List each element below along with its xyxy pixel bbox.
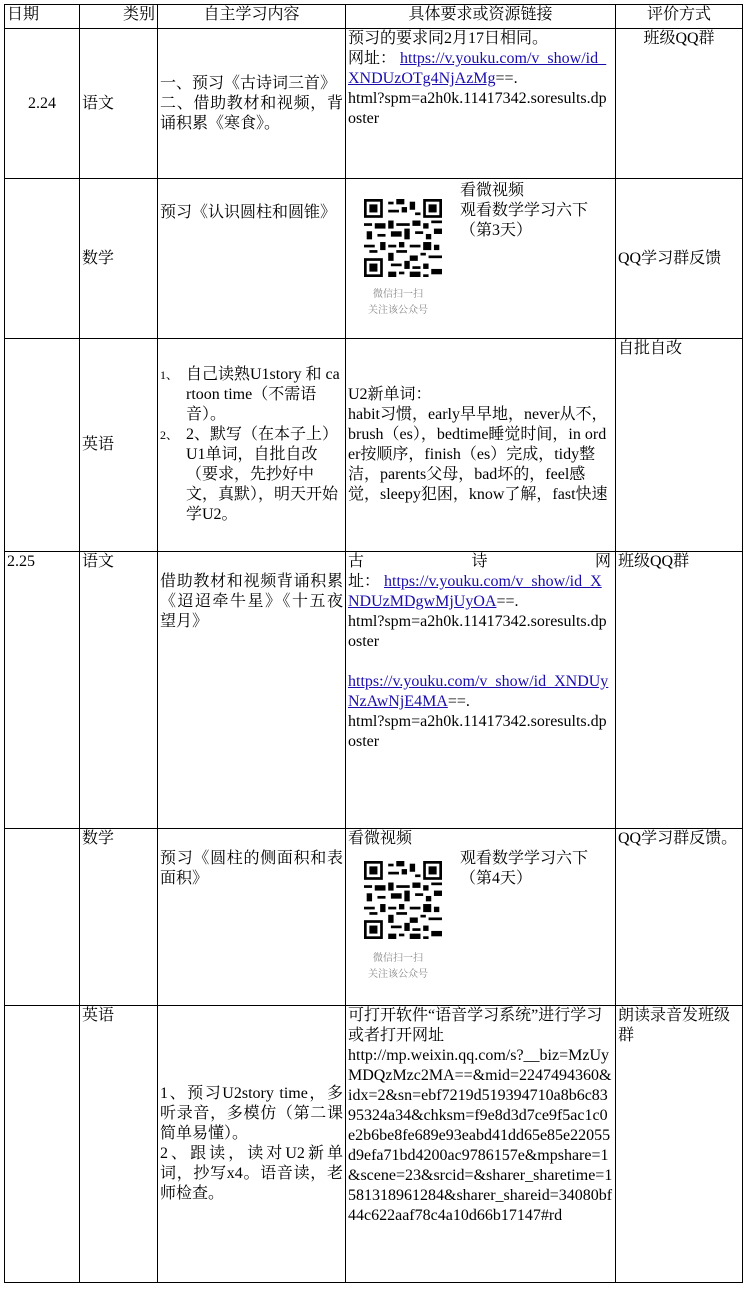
link-tail: ==. — [495, 70, 518, 87]
date-cell — [5, 179, 80, 339]
qr-text — [460, 849, 613, 983]
table-row — [5, 829, 743, 1006]
header-date: 日期 — [5, 5, 80, 29]
header-category: 类别 — [80, 5, 158, 29]
content-line: 一、预习《古诗词三首》 — [160, 74, 337, 92]
req-link-line — [348, 572, 613, 612]
req-link-line — [348, 49, 613, 89]
table-row — [5, 552, 743, 829]
qr-desc: 观看数学学习六下（第4天） — [460, 850, 589, 887]
category-cell: 数学 — [80, 829, 158, 1006]
video-link[interactable]: https://v.youku.com/v_show/id_XNDUzOTg4NjAzMg — [348, 50, 607, 87]
qr-code-icon[interactable] — [364, 861, 442, 939]
date-cell: 2.24 — [5, 29, 80, 179]
category-cell: 英语 — [80, 339, 158, 552]
req-prefix: 址： — [348, 573, 381, 590]
requirements-cell — [346, 552, 616, 829]
qr-title: 看微视频 — [348, 830, 413, 847]
qr-caption: 关注该公众号 — [368, 305, 428, 316]
requirements-cell — [346, 829, 616, 1006]
header-evaluation: 评价方式 — [616, 5, 743, 29]
link-tail: ==. — [447, 693, 470, 710]
evaluation-cell: QQ学习群反馈 — [616, 179, 743, 339]
req-url[interactable]: http://mp.weixin.qq.com/s?__biz=MzUyMDQzMzc2MA==&mid=2247494360&idx=2&sn=ebf7219d519394710a8b6c8395324a34&chksm=f9e8d3d7ce9f5ac1c0e2b6be8fe689e93eabd41dd65e85e22055d9efa71bd4200ac9786157e&mpshare=1&scene=23&srcid=&sharer_sharetime=1581318961284&sharer_shareid=34080bf44c622aaf78c4a10d66b17147#rd — [348, 1047, 613, 1224]
evaluation-cell: 朗读录音发班级群 — [616, 1006, 743, 1283]
evaluation-cell: 班级QQ群 — [616, 29, 743, 179]
evaluation-cell: QQ学习群反馈。 — [616, 829, 743, 1006]
requirements-cell — [346, 1006, 616, 1283]
qr-title: 看微视频 — [460, 182, 525, 199]
req-after: html?spm=a2h0k.11417342.soresults.dposter — [348, 713, 607, 750]
req-words: habit习惯，early早早地，never从不，brush（es），bedtime睡觉时间，in order按顺序，finish（es）完成，tidy整洁，parents父母，bad坏的，feel感觉，sleepy犯困，know了解，fast快速 — [348, 406, 608, 503]
qr-code-icon[interactable] — [364, 199, 442, 277]
header-row — [5, 5, 743, 29]
table-row — [5, 1006, 743, 1283]
content-cell — [158, 339, 346, 552]
list-item — [160, 425, 343, 525]
header-requirements: 具体要求或资源链接 — [346, 5, 616, 29]
req-after: html?spm=a2h0k.11417342.soresults.dposter — [348, 613, 607, 650]
date-cell — [5, 829, 80, 1006]
content-line: 2、跟读，读对U2新单词，抄写x4。语音读，老师检查。 — [160, 1145, 343, 1202]
requirements-cell — [346, 29, 616, 179]
req-link-line — [348, 672, 613, 712]
task-text: 自己读熟U1story 和 cartoon time（不需语音）。 — [186, 366, 340, 423]
task-text: 2、默写（在本子上）U1单词，自批自改（要求，先抄好中文，真默），明天开始学U2。 — [186, 426, 339, 523]
date-cell: 2.25 — [5, 552, 80, 829]
evaluation-cell: 班级QQ群 — [616, 552, 743, 829]
qr-column — [348, 849, 460, 983]
qr-desc: 观看数学学习六下（第3天） — [460, 202, 589, 239]
qr-caption: 关注该公众号 — [368, 969, 428, 980]
req-site-char: 诗 — [471, 553, 488, 570]
evaluation-cell: 自批自改 — [616, 339, 743, 552]
req-site-char: 网 — [594, 553, 611, 570]
header-content: 自主学习内容 — [158, 5, 346, 29]
category-cell: 语文 — [80, 29, 158, 179]
content-cell: 借助教材和视频背诵积累《迢迢牵牛星》《十五夜望月》 — [158, 552, 346, 829]
date-cell — [5, 339, 80, 552]
link-tail: ==. — [496, 593, 519, 610]
table-row — [5, 179, 743, 339]
req-text: 可打开软件“语音学习系统”进行学习或者打开网址 — [348, 1007, 603, 1044]
category-cell: 语文 — [80, 552, 158, 829]
task-number: 1、 — [160, 368, 179, 382]
requirements-cell — [346, 179, 616, 339]
spacer — [348, 652, 613, 672]
req-after: html?spm=a2h0k.11417342.soresults.dposter — [348, 90, 607, 127]
schedule-table — [4, 4, 743, 1283]
table-row — [5, 339, 743, 552]
req-prefix: 网址： — [348, 50, 397, 67]
requirements-cell — [346, 339, 616, 552]
content-line: 二、借助教材和视频，背诵积累《寒食》。 — [160, 94, 343, 132]
content-cell — [158, 1006, 346, 1283]
req-text: 预习的要求同2月17日相同。 — [348, 30, 549, 47]
video-link[interactable]: https://v.youku.com/v_show/id_XNDUzMDgwMjUyOA — [348, 573, 602, 610]
task-number: 2、 — [160, 428, 179, 442]
content-cell — [158, 29, 346, 179]
qr-block — [348, 849, 613, 983]
req-title: U2新单词： — [348, 386, 432, 403]
qr-caption: 微信扫一扫 — [373, 953, 423, 964]
req-site — [348, 552, 613, 572]
video-link[interactable]: https://v.youku.com/v_show/id_XNDUyNzAwNjE4MA — [348, 673, 609, 710]
date-cell — [5, 1006, 80, 1283]
content-line: 1、预习U2story time，多听录音，多模仿（第二课简单易懂）。 — [160, 1085, 343, 1142]
content-cell: 预习《圆柱的侧面积和表面积》 — [158, 829, 346, 1006]
category-cell: 数学 — [80, 179, 158, 339]
table-row — [5, 29, 743, 179]
category-cell: 英语 — [80, 1006, 158, 1283]
req-site-char: 古 — [348, 553, 365, 570]
qr-block — [348, 179, 613, 319]
qr-caption: 微信扫一扫 — [373, 289, 423, 300]
list-item — [160, 365, 343, 425]
qr-column — [348, 181, 460, 319]
content-cell: 预习《认识圆柱和圆锥》 — [158, 179, 346, 339]
task-list — [160, 365, 343, 525]
qr-text — [460, 181, 613, 319]
